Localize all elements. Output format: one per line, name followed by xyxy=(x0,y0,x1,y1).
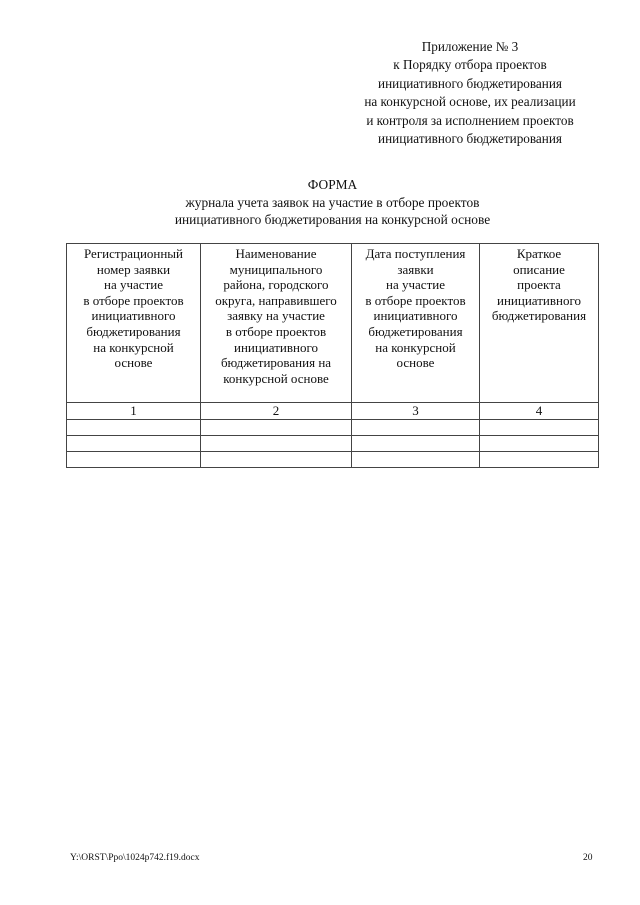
table-row xyxy=(67,420,599,436)
header-cell-project-description xyxy=(480,244,599,403)
table-row xyxy=(67,452,599,468)
header-text-line: инициативного xyxy=(497,292,581,308)
header-text-line: описание xyxy=(513,261,565,277)
appendix-line: Приложение № 3 xyxy=(421,39,519,54)
header-text-line: Наименование xyxy=(235,246,317,261)
header-text-line: заявку на участие xyxy=(227,308,325,324)
header-text-line: бюджетирования xyxy=(86,323,181,339)
header-row xyxy=(67,244,599,403)
form-heading: ФОРМА xyxy=(307,177,358,192)
table-row xyxy=(67,436,599,452)
empty-cell xyxy=(352,452,480,468)
header-text-line: основе xyxy=(396,355,435,371)
journal-table xyxy=(66,243,599,468)
header-cell-registration-number xyxy=(67,244,201,403)
appendix-line: и контроля за исполнением проектов xyxy=(366,112,574,128)
empty-cell xyxy=(67,436,201,452)
header-text-line: в отборе проектов xyxy=(225,323,327,339)
header-text-line: заявки xyxy=(397,261,434,277)
empty-cell xyxy=(67,452,201,468)
form-title-block xyxy=(60,176,605,229)
empty-cell xyxy=(480,420,599,436)
empty-cell xyxy=(67,420,201,436)
header-text-line: на участие xyxy=(104,277,163,293)
header-text-line: конкурсной основе xyxy=(223,370,329,386)
column-number-cell: 1 xyxy=(67,403,201,420)
header-text-line: основе xyxy=(114,355,153,371)
header-text-line: инициативного xyxy=(373,308,458,324)
appendix-line: к Порядку отбора проектов xyxy=(393,57,547,73)
header-text-line: инициативного xyxy=(91,308,176,324)
header-text-line: в отборе проектов xyxy=(83,292,184,308)
footer-page-number: 20 xyxy=(583,853,593,863)
empty-cell xyxy=(201,452,352,468)
header-text-line: номер заявки xyxy=(96,261,171,277)
appendix-block xyxy=(340,38,600,148)
empty-cell xyxy=(201,420,352,436)
header-text-line: на участие xyxy=(386,277,445,293)
header-text-line: бюджетирования xyxy=(368,323,463,339)
appendix-line: инициативного бюджетирования xyxy=(378,131,562,147)
empty-cell xyxy=(352,436,480,452)
form-subtitle-line: журнала учета заявок на участие в отборе проектов xyxy=(185,194,480,210)
header-text-line: бюджетирования на xyxy=(220,355,332,371)
header-text-line: Дата поступления xyxy=(365,246,466,261)
column-number-cell: 4 xyxy=(480,403,599,420)
header-text-line: округа, направившего xyxy=(215,292,337,308)
appendix-line: инициативного бюджетирования xyxy=(378,75,562,91)
form-subtitle-line: инициативного бюджетирования на конкурсной основе xyxy=(174,212,491,227)
header-cell-municipality-name xyxy=(201,244,352,403)
empty-cell xyxy=(480,436,599,452)
header-text-line: Регистрационный xyxy=(83,246,184,261)
header-text-line: на конкурсной xyxy=(375,339,456,355)
header-text-line: в отборе проектов xyxy=(365,292,466,308)
header-cell-receipt-date xyxy=(352,244,480,403)
footer-file-path: Y:\ORST\Ppo\1024p742.f19.docx xyxy=(70,853,200,863)
header-text-line: бюджетирования xyxy=(491,308,587,324)
empty-cell xyxy=(201,436,352,452)
empty-cell xyxy=(480,452,599,468)
header-text-line: проекта xyxy=(517,277,561,293)
header-text-line: на конкурсной xyxy=(93,339,174,355)
column-number-row xyxy=(67,403,599,420)
column-number-cell: 2 xyxy=(201,403,352,420)
header-text-line: инициативного xyxy=(234,339,318,355)
appendix-line: на конкурсной основе, их реализации xyxy=(364,94,576,110)
header-text-line: муниципального xyxy=(229,261,323,277)
header-text-line: Краткое xyxy=(516,246,562,261)
empty-cell xyxy=(352,420,480,436)
header-text-line: района, городского xyxy=(223,277,329,293)
column-number-cell: 3 xyxy=(352,403,480,420)
